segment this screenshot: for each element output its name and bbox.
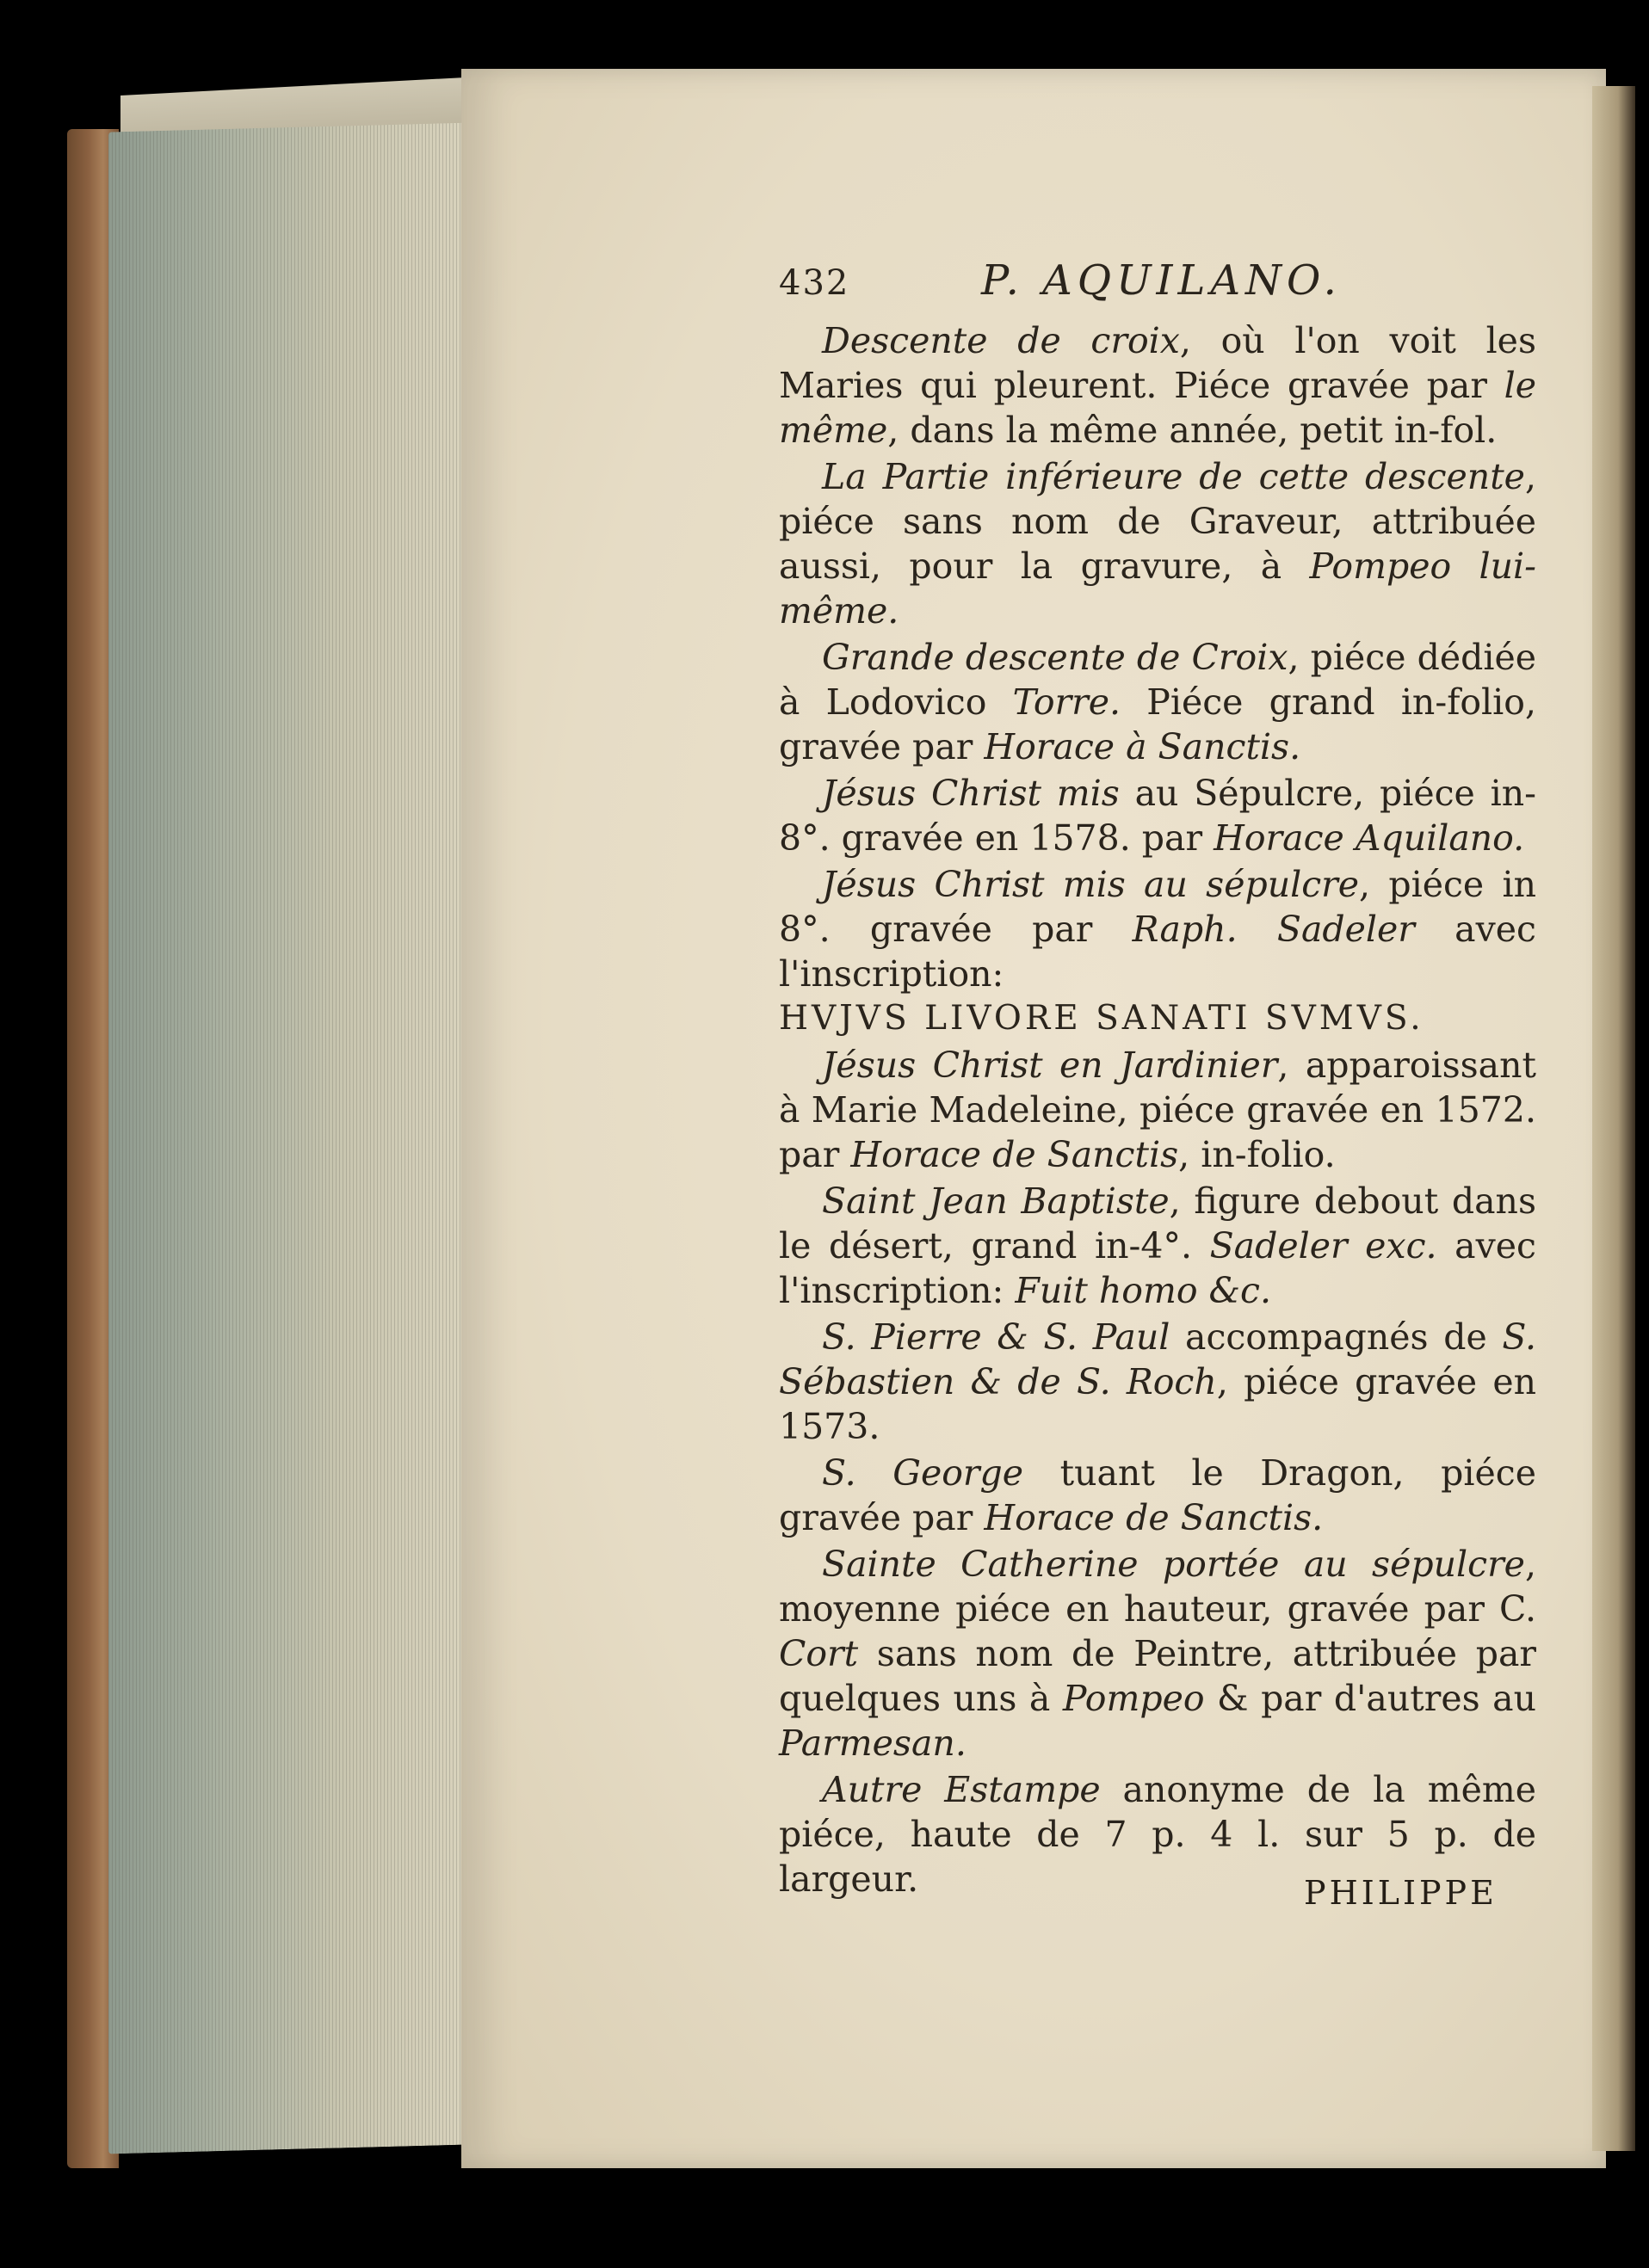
entry-text <box>779 1043 1536 1177</box>
entry-italic-text: Autre Estampe <box>822 1769 1101 1810</box>
entry-italic-text: Sadeler exc. <box>1209 1225 1437 1267</box>
entry-italic-text: Raph. Sadeler <box>1132 909 1415 950</box>
catalogue-entries <box>779 318 1536 1901</box>
entry-text <box>779 1542 1536 1766</box>
entry-roman-text: anonyme de la même piéce, haute de 7 p. 4 l. sur 5 p. de largeur. <box>779 1769 1536 1900</box>
entry-italic-text: le même <box>779 365 1536 451</box>
entry-italic-text: S. Pierre & S. Paul <box>822 1316 1170 1358</box>
entry-roman-text: sans nom de Peintre, attribuée par quelques uns à <box>779 1633 1536 1719</box>
entry-italic-text: Jésus Christ mis au sépulcre <box>822 864 1360 905</box>
entry-roman-text: tuant le Dragon, piéce gravée par <box>779 1452 1536 1538</box>
entry-roman-text: , in-folio. <box>1178 1134 1336 1175</box>
entry-text <box>779 318 1536 453</box>
entry-italic-text: Descente de croix <box>822 320 1180 361</box>
entry-roman-text: , dans la même année, petit in-fol. <box>887 410 1498 451</box>
catalogue-entry <box>779 1451 1536 1540</box>
running-head: P. AQUILANO. <box>981 256 1342 305</box>
catalogue-entry <box>779 1315 1536 1449</box>
catalogue-entry <box>779 1043 1536 1177</box>
catalogue-entry <box>779 1542 1536 1766</box>
entry-text <box>779 1315 1536 1449</box>
entry-italic-text: La Partie inférieure de cette descente <box>822 456 1525 497</box>
entry-text <box>779 862 1536 996</box>
page-text-block <box>779 258 1536 1903</box>
entry-italic-text: Horace Aquilano. <box>1214 817 1525 859</box>
catalogue-entry <box>779 771 1536 860</box>
entry-roman-text: , moyenne piéce en hauteur, gravée par C. <box>779 1544 1536 1630</box>
entry-roman-text: , piéce dédiée à Lodovico <box>779 637 1536 723</box>
entry-italic-text: Torre. <box>1012 681 1121 723</box>
facing-page-edge <box>1592 86 1635 2151</box>
page-header <box>779 258 1536 318</box>
entry-italic-text: Fuit homo &c. <box>1015 1270 1272 1311</box>
catalogue-entry <box>779 454 1536 633</box>
entry-roman-text: accompagnés de <box>1170 1316 1503 1358</box>
entry-roman-text: , piéce gravée en 1573. <box>779 1361 1536 1447</box>
entry-text <box>779 771 1536 860</box>
entry-roman-text: , apparoissant à Marie Madeleine, piéce gravée en 1572. par <box>779 1045 1536 1175</box>
entry-roman-text: , piéce sans nom de Graveur, attribuée aussi, pour la gravure, à <box>779 456 1536 587</box>
catalogue-entry <box>779 318 1536 453</box>
entry-roman-text: , où l'on voit les Maries qui pleurent. Piéce gravée par <box>779 320 1536 406</box>
entry-italic-text: Sainte Catherine portée au sépulcre <box>822 1544 1525 1585</box>
entry-italic-text: Parmesan. <box>779 1723 967 1764</box>
entry-italic-text: Pompeo lui-même. <box>779 545 1536 632</box>
inscription-caps: HVJVS LIVORE SANATI SVMVS. <box>779 999 1424 1038</box>
entry-italic-text: Pompeo <box>1062 1678 1205 1719</box>
page-edges-stack <box>108 123 470 2154</box>
catchword: PHILIPPE <box>1304 1874 1498 1912</box>
page-number: 432 <box>779 263 850 303</box>
entry-italic-text: Cort <box>779 1633 859 1674</box>
entry-text <box>779 1451 1536 1540</box>
entry-italic-text: Horace à Sanctis. <box>984 726 1301 767</box>
entry-italic-text: S. George <box>822 1452 1024 1494</box>
entry-text <box>779 635 1536 769</box>
catalogue-entry <box>779 1179 1536 1313</box>
entry-text <box>779 1179 1536 1313</box>
entry-roman-text: avec l'inscription: <box>779 909 1536 995</box>
entry-italic-text: Jésus Christ en Jardinier <box>822 1045 1278 1086</box>
catalogue-entry <box>779 862 1536 1041</box>
entry-italic-text: Horace de Sanctis <box>850 1134 1179 1175</box>
entry-roman-text: , figure debout dans le désert, grand in-4°. <box>779 1180 1536 1267</box>
entry-italic-text: S. Sébastien & de S. Roch <box>779 1316 1537 1402</box>
entry-roman-text: , piéce in 8°. gravée par <box>779 864 1536 950</box>
entry-italic-text: Horace de Sanctis. <box>984 1497 1324 1538</box>
entry-italic-text: Saint Jean Baptiste <box>822 1180 1170 1222</box>
entry-italic-text: Jésus Christ mis <box>822 773 1120 814</box>
entry-italic-text: Grande descente de Croix <box>822 637 1288 678</box>
entry-roman-text: Piéce grand in-folio, gravée par <box>779 681 1536 767</box>
entry-roman-text: au Sépulcre, piéce in-8°. gravée en 1578. par <box>779 773 1536 859</box>
catalogue-entry <box>779 635 1536 769</box>
entry-text <box>779 454 1536 633</box>
entry-roman-text: & par d'autres au <box>1204 1678 1536 1719</box>
entry-roman-text: avec l'inscription: <box>779 1225 1536 1311</box>
